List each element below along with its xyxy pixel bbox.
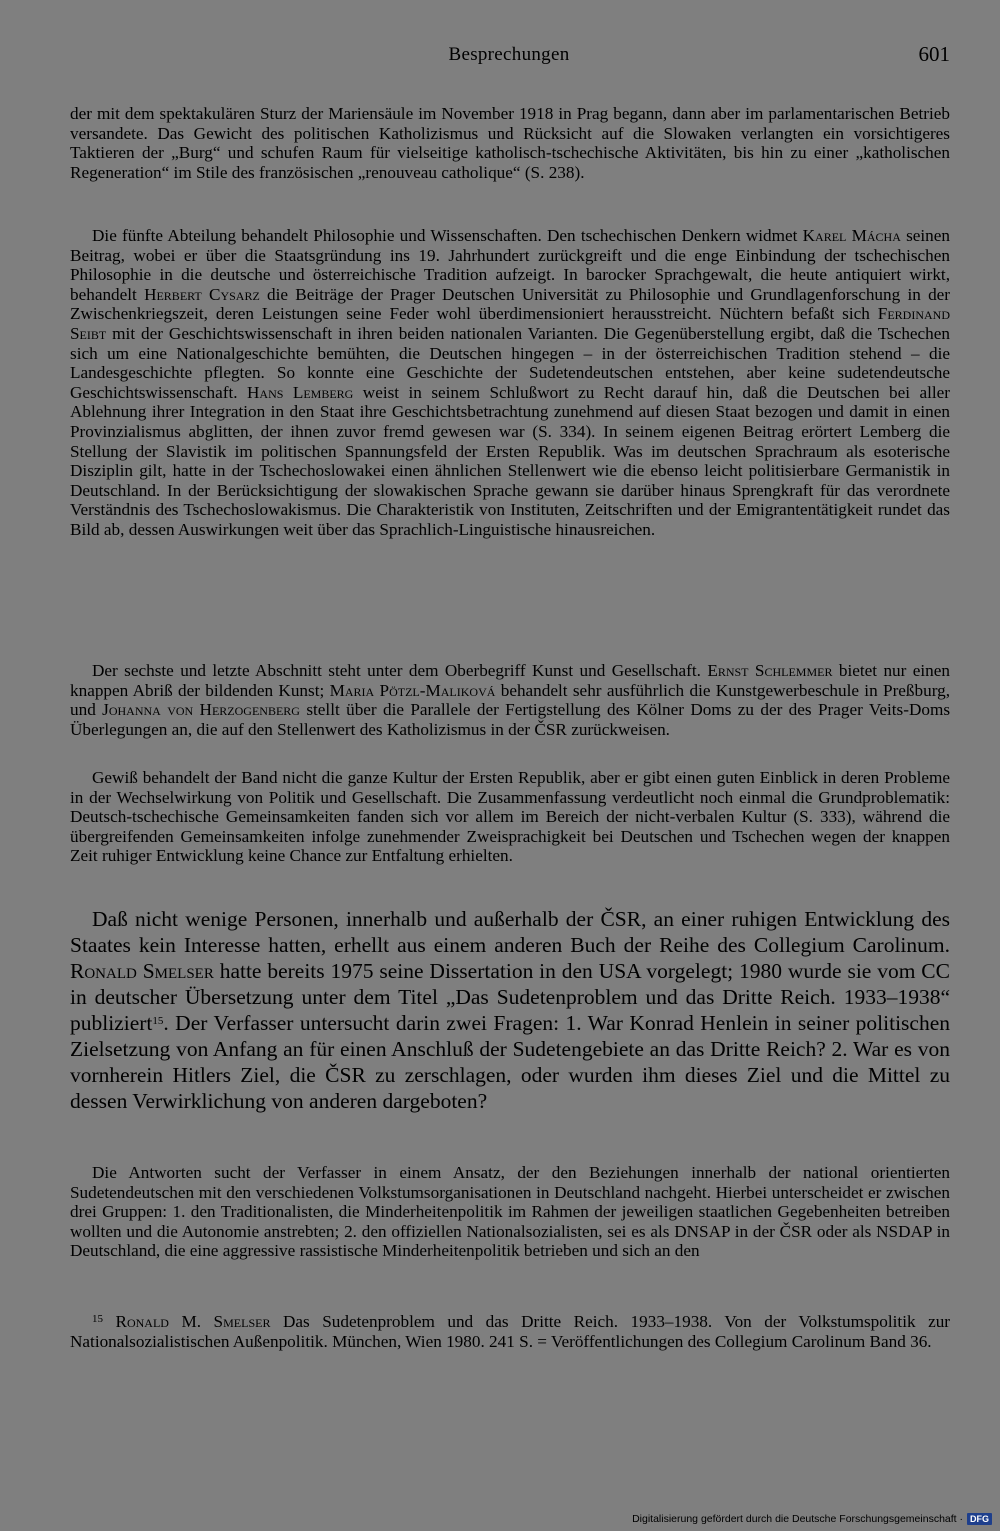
author-name: Herbert Cysarz (144, 284, 260, 304)
paragraph-1-text: der mit dem spektakulären Sturz der Mariensäule im November 1918 in Prag begann, dann aber im parlamentarischen Betrieb versandete. Das Gewicht des politischen Katholizismus und Rücksicht auf die Slowaken verlangten ein vorsichtigeres Taktieren der „Burg“ und schufen Raum für vielseitige katholisch-tschechische Aktivitäten, bis hin zu einer „katholischen Regeneration“ im Stile des französischen „renouveau catholique“ (S. 238). (70, 104, 950, 182)
footnote (70, 1312, 950, 1351)
footnote-reference: 15 (152, 1015, 164, 1027)
dfg-logo: DFG (967, 1513, 992, 1525)
author-name: Johanna von Herzogenberg (102, 700, 300, 720)
text-run: behandelt sehr ausführlich die Kunstgewerbeschule in Preßburg, und (70, 680, 951, 720)
author-name: Ernst Schlemmer (707, 661, 833, 680)
paragraph-3 (70, 661, 950, 739)
text-run: die Beiträge der Prager Deutschen Universität zu Philosophie und Grundlagenforschung in der Zwischenkriegszeit, deren Leistungen seine Feder wohl überdimensioniert herausstreicht. Nüchtern befaßt sich (70, 284, 951, 324)
text-run: bietet nur einen knappen Abriß der bildenden Kunst; (70, 661, 950, 700)
text-run: mit der Geschichtswissenschaft in ihren beiden nationalen Varianten. Die Gegenüberstellung ergibt, daß die Tschechen sich um eine Nationalgeschichte bemühten, die Deutschen hingegen – in der österreichischen Tradition stehend – die Landesgeschichte pflegten. So konnte eine Geschichte der Sudetendeutschen entstehen, aber keine sudetendeutsche Geschichtswissenschaft. (70, 323, 950, 402)
paragraph-2-text (70, 226, 950, 540)
text-run: Der sechste und letzte Abschnitt steht unter dem Oberbegriff Kunst und Gesellschaft. (92, 661, 708, 680)
author-name: Maria Pötzl-Maliková (329, 680, 496, 700)
credit-text: Digitalisierung gefördert durch die Deutsche Forschungsgemeinschaft · (632, 1513, 963, 1525)
author-name: Hans Lemberg (246, 382, 354, 402)
digitization-credit (632, 1513, 992, 1525)
page-number: 601 (918, 42, 950, 66)
paragraph-1 (70, 104, 950, 182)
author-name: Ronald Smelser (70, 959, 214, 983)
footnote-body: Das Sudetenproblem und das Dritte Reich. 1933–1938. Von der Volkstumspolitik zur Nationalsozialistischen Außenpolitik. München, Wien 1980. 241 S. = Veröffentlichungen des Collegium Carolinum Band 36. (70, 1312, 951, 1351)
running-head (68, 44, 950, 72)
text-run: hatte bereits 1975 seine Dissertation in den USA vorgelegt; 1980 wurde sie vom CC in deutscher Übersetzung unter dem Titel „Das Sudetenproblem und das Dritte Reich. 1933–1938“ publiziert (70, 959, 950, 1035)
paragraph-2 (70, 226, 950, 540)
paragraph-4 (70, 768, 950, 866)
text-run: Die fünfte Abteilung behandelt Philosophie und Wissenschaften. Den tschechischen Denkern widmet (92, 226, 803, 245)
running-head-title: Besprechungen (448, 44, 570, 65)
paragraph-5-text (70, 906, 950, 1114)
paragraph-4-text: Gewiß behandelt der Band nicht die ganze Kultur der Ersten Republik, aber er gibt einen guten Einblick in deren Probleme in der Wechselwirkung von Politik und Gesellschaft. Die Zusammenfassung verdeutlicht noch einmal die Grundproblematik: Deutsch-tschechische Gemeinsamkeiten fanden sich vor allem im Bereich der nicht-verbalen Kultur (S. 333), während die übergreifenden Gemeinsamkeiten infolge zunehmender Zweisprachigkeit bei Deutschen und Tschechen wegen der knappen Zeit ruhiger Entwicklung keine Chance zur Entfaltung erhielten. (70, 768, 950, 866)
text-run: seinen Beitrag, wobei er über die Staatsgründung ins 19. Jahrhundert zurückgreift und die enge Einbindung der tschechischen Philosophie in die deutsche und österreichische Tradition aufzeigt. In barocker Sprachgewalt, die heute antiquiert wirkt, behandelt (70, 226, 950, 304)
paragraph-5 (70, 906, 950, 1114)
footnote-text (70, 1312, 950, 1351)
author-name: Karel Mácha (802, 226, 901, 245)
footnote-number: 15 (92, 1313, 103, 1325)
paragraph-6 (70, 1163, 950, 1261)
footnote-author: Ronald M. Smelser (115, 1312, 271, 1331)
paragraph-3-text (70, 661, 950, 739)
author-name: Ferdinand Seibt (70, 304, 950, 343)
paragraph-6-text: Die Antworten sucht der Verfasser in einem Ansatz, der den Beziehungen innerhalb der national orientierten Sudetendeutschen mit den verschiedenen Volkstumsorganisationen in Deutschland nachgeht. Hierbei unterscheidet er zwischen drei Gruppen: 1. den Traditionalisten, die Minderheitenpolitik im Rahmen der jeweiligen staatlichen Gegebenheiten betreiben wollten und die Autonomie anstrebten; 2. den offiziellen Nationalsozialisten, sei es als DNSAP in der ČSR oder als NSDAP in Deutschland, die eine aggressive rassistische Minderheitenpolitik betrieben und sich an den (70, 1163, 950, 1261)
text-run: weist in seinem Schlußwort zu Recht darauf hin, daß die Deutschen bei aller Ablehnung ihrer Integration in den Staat ihre Geschichtsbetrachtung zunehmend auf diesen Staat bezogen und damit in einen Provinzialismus abglitten, der ihnen zuvor fremd gewesen war (S. 334). In seinem eigenen Beitrag erörtert Lemberg die Stellung der Slavistik im politischen Spannungsfeld der Ersten Republik. Was im deutschen Sprachraum als esoterische Disziplin gilt, hatte in der Tschechoslowakei einen ähnlichen Stellenwert wie die ebenso leicht politisierbare Germanistik in Deutschland. In der Berücksichtigung der slowakischen Sprache gewann sie darüber hinaus Sprengkraft für das verordnete Verständnis des Tschechoslowakismus. Die Charakteristik von Instituten, Zeitschriften und der Emigrantentätigkeit rundet das Bild ab, dessen Auswirkungen weit über das Sprachlich-Linguistische hinausreichen. (70, 382, 951, 539)
text-run: stellt über die Parallele der Fertigstellung des Kölner Doms zu der des Prager Veits-Doms Überlegungen an, die auf den Stellenwert des Katholizismus in der ČSR zurückweisen. (70, 700, 951, 739)
text-run: Daß nicht wenige Personen, innerhalb und außerhalb der ČSR, an einer ruhigen Entwicklung des Staates kein Interesse hatten, erhellt aus einem anderen Buch der Reihe des Collegium Carolinum. (70, 907, 950, 957)
text-run: . Der Verfasser untersucht darin zwei Fragen: 1. War Konrad Henlein in seiner politischen Zielsetzung von Anfang an für einen Anschluß der Sudetengebiete an das Dritte Reich? 2. War es von vornherein Hitlers Ziel, die ČSR zu zerschlagen, oder wurden ihm dieses Ziel und die Mittel zu dessen Verwirklichung von anderen dargeboten? (70, 1011, 950, 1113)
